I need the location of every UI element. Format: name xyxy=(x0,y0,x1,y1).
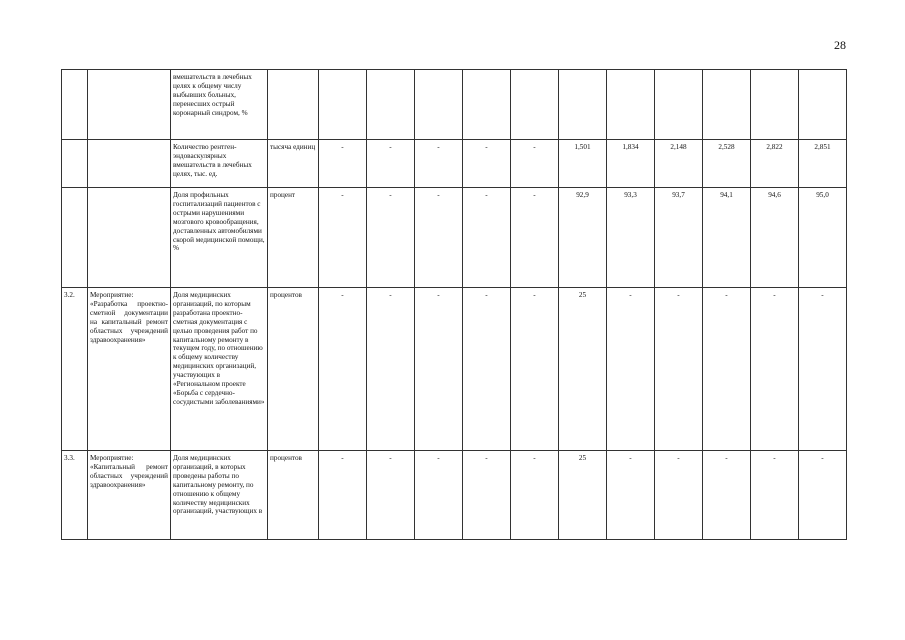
value-cell: - xyxy=(367,288,415,451)
value-cell: - xyxy=(319,140,367,188)
value-cell xyxy=(751,70,799,140)
table-row xyxy=(62,188,847,288)
value-cell: - xyxy=(319,288,367,451)
value-cell: - xyxy=(511,451,559,540)
row-number-cell: 3.2. xyxy=(62,288,88,451)
value-cell: - xyxy=(367,188,415,288)
value-cell: - xyxy=(463,451,511,540)
value-cell: - xyxy=(463,188,511,288)
value-cell: 92,9 xyxy=(559,188,607,288)
value-cell: - xyxy=(367,451,415,540)
value-cell xyxy=(799,70,847,140)
value-cell: 94,6 xyxy=(751,188,799,288)
row-number-cell xyxy=(62,140,88,188)
event-cell xyxy=(88,140,171,188)
value-cell: - xyxy=(751,288,799,451)
event-cell xyxy=(88,70,171,140)
value-cell xyxy=(463,70,511,140)
value-cell: - xyxy=(703,288,751,451)
value-cell: 94,1 xyxy=(703,188,751,288)
value-cell: - xyxy=(463,288,511,451)
unit-cell xyxy=(268,70,319,140)
value-cell: 2,148 xyxy=(655,140,703,188)
table-row xyxy=(62,288,847,451)
value-cell: - xyxy=(607,288,655,451)
value-cell xyxy=(367,70,415,140)
value-cell: - xyxy=(703,451,751,540)
table-row xyxy=(62,140,847,188)
event-cell xyxy=(88,188,171,288)
indicator-cell: Количество рентген-эндоваскулярных вмешательств в лечебных целях, тыс. ед. xyxy=(171,140,268,188)
value-cell: - xyxy=(415,140,463,188)
value-cell xyxy=(415,70,463,140)
row-number-cell: 3.3. xyxy=(62,451,88,540)
value-cell: 93,3 xyxy=(607,188,655,288)
value-cell xyxy=(559,70,607,140)
indicator-cell: Доля медицинских организаций, по которым разработана проектно-сметная документация с целью проведения работ по капитальному ремонту в текущем году, по отношению к общему количеству медицинских организаций, участвующих в «Региональном проекте «Борьба с сердечно-сосудистыми заболеваниями» xyxy=(171,288,268,451)
row-number-cell xyxy=(62,188,88,288)
value-cell: - xyxy=(415,288,463,451)
unit-cell: процентов xyxy=(268,288,319,451)
value-cell: 95,0 xyxy=(799,188,847,288)
unit-cell: процентов xyxy=(268,451,319,540)
value-cell: - xyxy=(655,451,703,540)
value-cell: 93,7 xyxy=(655,188,703,288)
value-cell: 2,851 xyxy=(799,140,847,188)
value-cell: - xyxy=(415,451,463,540)
table-row xyxy=(62,451,847,540)
value-cell: - xyxy=(799,451,847,540)
value-cell: 2,822 xyxy=(751,140,799,188)
value-cell xyxy=(607,70,655,140)
event-cell: Мероприятие: «Разработка проектно-сметной документации на капитальный ремонт областных учреждений здравоохранения» xyxy=(88,288,171,451)
indicator-cell: Доля медицинских организаций, в которых проведены работы по капитальному ремонту, по отношению к общему количеству медицинских организаций, участвующих в xyxy=(171,451,268,540)
indicators-table xyxy=(61,69,847,540)
value-cell: 25 xyxy=(559,451,607,540)
value-cell: - xyxy=(415,188,463,288)
value-cell xyxy=(319,70,367,140)
row-number-cell xyxy=(62,70,88,140)
value-cell: - xyxy=(511,140,559,188)
indicator-cell: Доля профильных госпитализаций пациентов с острыми нарушениями мозгового кровообращения, доставленных автомобилями скорой медицинской помощи, % xyxy=(171,188,268,288)
page-number: 28 xyxy=(834,38,846,52)
value-cell: - xyxy=(655,288,703,451)
value-cell xyxy=(703,70,751,140)
value-cell xyxy=(655,70,703,140)
value-cell: - xyxy=(607,451,655,540)
value-cell: 2,528 xyxy=(703,140,751,188)
value-cell: 25 xyxy=(559,288,607,451)
value-cell: - xyxy=(799,288,847,451)
value-cell: - xyxy=(367,140,415,188)
value-cell: - xyxy=(463,140,511,188)
value-cell: 1,834 xyxy=(607,140,655,188)
value-cell: - xyxy=(751,451,799,540)
event-cell: Мероприятие: «Капитальный ремонт областных учреждений здравоохранения» xyxy=(88,451,171,540)
unit-cell: процент xyxy=(268,188,319,288)
value-cell: - xyxy=(319,188,367,288)
value-cell xyxy=(511,70,559,140)
indicator-cell: вмешательств в лечебных целях к общему числу выбывших больных, перенесших острый коронарный синдром, % xyxy=(171,70,268,140)
value-cell: 1,501 xyxy=(559,140,607,188)
unit-cell: тысяча единиц xyxy=(268,140,319,188)
value-cell: - xyxy=(511,288,559,451)
table-row xyxy=(62,70,847,140)
value-cell: - xyxy=(511,188,559,288)
value-cell: - xyxy=(319,451,367,540)
